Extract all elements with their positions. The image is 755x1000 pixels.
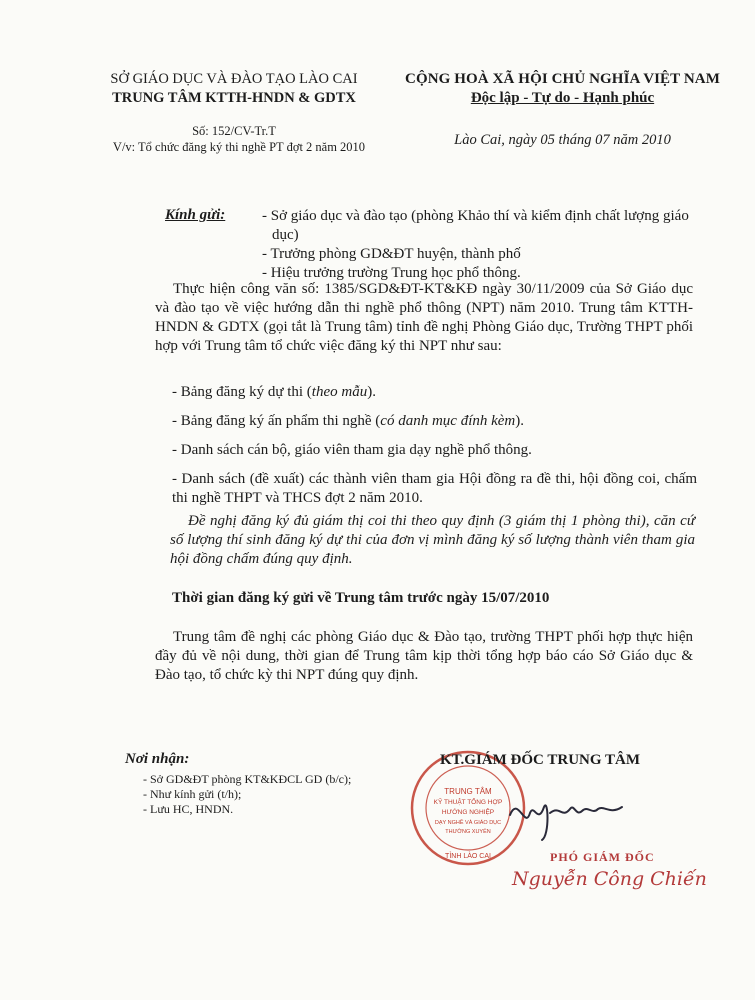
requirements-list bbox=[172, 383, 697, 518]
recipients-label: Kính gửi: bbox=[165, 207, 226, 223]
requirement-end: ). bbox=[515, 413, 525, 429]
svg-text:TRUNG TÂM: TRUNG TÂM bbox=[444, 787, 492, 796]
document-subject: V/v: Tổ chức đăng ký thi nghề PT đợt 2 năm 2010 bbox=[112, 140, 366, 154]
distribution-label: Nơi nhận: bbox=[125, 751, 190, 767]
svg-text:DẠY NGHỀ VÀ GIÁO DỤC: DẠY NGHỀ VÀ GIÁO DỤC bbox=[434, 820, 502, 826]
recipient-item: - Trưởng phòng GD&ĐT huyện, thành phố bbox=[262, 246, 521, 262]
svg-text:TỈNH LÀO CAI: TỈNH LÀO CAI bbox=[445, 853, 491, 860]
distribution-item: - Như kính gửi (t/h); bbox=[143, 787, 242, 801]
signatory-title: KT.GIÁM ĐỐC TRUNG TÂM bbox=[439, 752, 640, 768]
org-line-1: SỞ GIÁO DỤC VÀ ĐÀO TẠO LÀO CAI bbox=[110, 71, 358, 87]
issue-date: Lào Cai, ngày 05 tháng 07 năm 2010 bbox=[454, 132, 671, 148]
requirement-item: - Danh sách (đề xuất) các thành viên tham gia Hội đồng ra đề thi, hội đồng coi, chấm thi nghề THPT và THCS đợt 2 năm 2010. bbox=[172, 471, 697, 506]
distribution-item: - Lưu HC, HNDN. bbox=[143, 802, 234, 816]
requirement-item: - Danh sách cán bộ, giáo viên tham gia dạy nghề phổ thông. bbox=[172, 442, 532, 458]
handwritten-signature bbox=[500, 785, 630, 845]
paragraph-intro: Thực hiện công văn số: 1385/SGD&ĐT-KT&KĐ ngày 30/11/2009 của Sở Giáo dục và đào tạo về việc hướng dẫn thi nghề phổ thông (NPT) năm 2010. Trung tâm KTTH-HNDN & GDTX (gọi tắt là Trung tâm) tỉnh đề nghị Phòng Giáo dục, Trường THPT phối hợp với Trung tâm tổ chức việc đăng ký thi NPT như sau: bbox=[155, 281, 693, 354]
requirement-item bbox=[172, 412, 697, 431]
requirement-note: có danh mục đính kèm bbox=[380, 413, 516, 429]
svg-text:THƯỜNG XUYÊN: THƯỜNG XUYÊN bbox=[445, 829, 491, 835]
requirement-end: ). bbox=[367, 384, 376, 400]
distribution-list bbox=[143, 772, 351, 817]
requirement-item bbox=[172, 383, 697, 402]
svg-text:KỸ THUẬT TỔNG HỢP: KỸ THUẬT TỔNG HỢP bbox=[433, 799, 503, 806]
document-number: Số: 152/CV-Tr.T bbox=[192, 124, 276, 138]
issuing-org bbox=[84, 70, 384, 108]
invigilator-note: Đề nghị đăng ký đủ giám thị coi thi theo quy định (3 giám thị 1 phòng thi), căn cứ số lượng thí sinh đăng ký dự thi của đơn vị mình đăng ký số lượng thành viên tham gia hội đồng chấm đúng quy định. bbox=[170, 513, 695, 567]
requirement-text: - Bảng đăng ký dự thi ( bbox=[172, 384, 312, 400]
country-name: CỘNG HOÀ XÃ HỘI CHỦ NGHĨA VIỆT NAM bbox=[405, 71, 720, 87]
paragraph-closing: Trung tâm đề nghị các phòng Giáo dục & Đào tạo, trường THPT phối hợp thực hiện đầy đủ về nội dung, thời gian để Trung tâm kịp thời tổng hợp báo cáo Sở Giáo dục & Đào tạo, tổ chức kỳ thi NPT đúng quy định. bbox=[155, 629, 693, 683]
requirement-text: - Bảng đăng ký ấn phẩm thi nghề ( bbox=[172, 413, 381, 429]
org-line-2: TRUNG TÂM KTTH-HNDN & GDTX bbox=[112, 90, 356, 106]
national-motto: Độc lập - Tự do - Hạnh phúc bbox=[470, 90, 655, 106]
national-header bbox=[390, 70, 735, 108]
recipient-item: - Sở giáo dục và đào tạo (phòng Khảo thí và kiểm định chất lượng giáo dục) bbox=[262, 208, 689, 243]
distribution-item: - Sở GD&ĐT phòng KT&KĐCL GD (b/c); bbox=[143, 772, 352, 786]
requirement-note: theo mẫu bbox=[311, 384, 368, 400]
recipients-list bbox=[262, 207, 702, 283]
signatory-name: Nguyễn Công Chiến bbox=[512, 868, 707, 890]
deadline-notice: Thời gian đăng ký gửi về Trung tâm trước ngày 15/07/2010 bbox=[172, 590, 550, 606]
recipient-item: - Hiệu trưởng trường Trung học phổ thông. bbox=[262, 265, 521, 281]
signatory-role: PHÓ GIÁM ĐỐC bbox=[550, 850, 655, 864]
svg-text:HƯỚNG NGHIỆP: HƯỚNG NGHIỆP bbox=[441, 809, 495, 816]
